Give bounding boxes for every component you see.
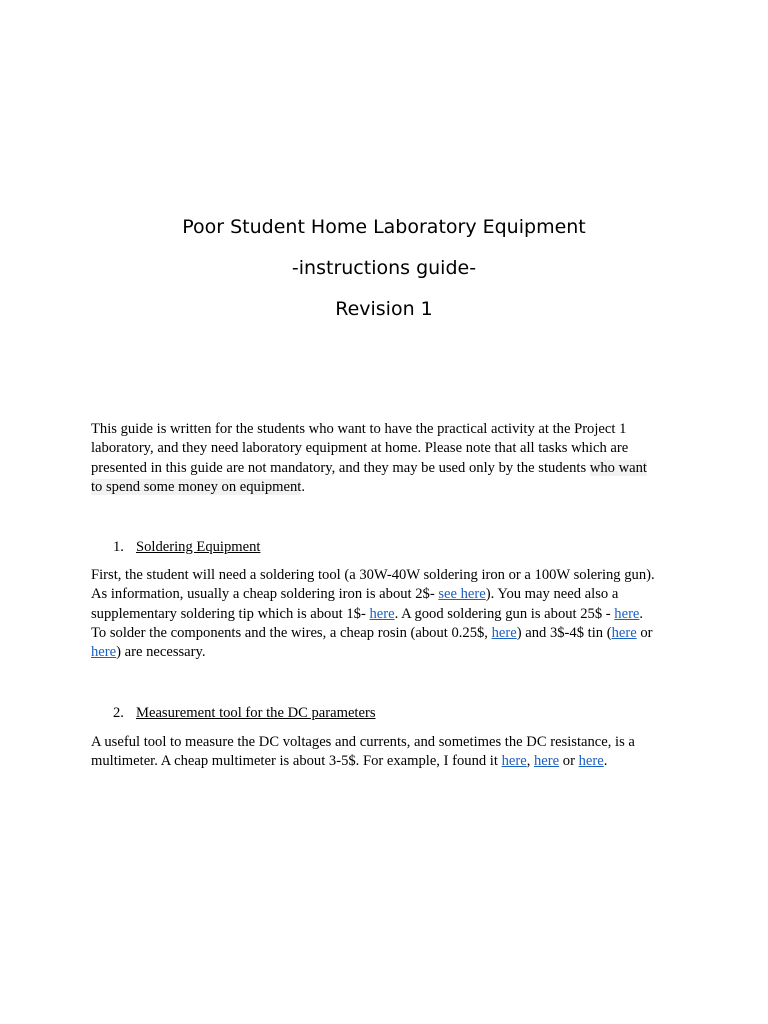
paragraph-text: or	[636, 624, 653, 641]
intro-paragraph	[91, 420, 691, 497]
paragraph-text: As information, usually a cheap soldering iron is about 2$-	[91, 586, 439, 603]
paragraph-text: .	[603, 753, 608, 770]
paragraph-text: . A good soldering gun is about 25$ -	[394, 605, 615, 622]
intro-text: .	[301, 478, 306, 495]
rosin-link[interactable]: here	[491, 624, 517, 641]
title-subtitle: -instructions guide-	[291, 257, 477, 279]
multimeter-link-1[interactable]: here	[501, 753, 527, 770]
paragraph-line	[91, 643, 691, 662]
soldering-paragraph	[91, 566, 691, 662]
paragraph-line	[91, 624, 691, 643]
section-title: Measurement tool for the DC parameters	[136, 705, 376, 721]
intro-line	[91, 478, 691, 497]
section-title: Soldering Equipment	[136, 539, 261, 555]
paragraph-text: or	[559, 753, 579, 770]
intro-highlight: to spend some money on equipment	[91, 478, 302, 495]
intro-line: laboratory, and they need laboratory equipment at home. Please note that all tasks which are	[91, 440, 629, 457]
paragraph-line	[91, 605, 691, 624]
paragraph-text: ) are necessary.	[116, 644, 206, 661]
paragraph-line: First, the student will need a soldering tool (a 30W-40W soldering iron or a 100W solering gun).	[91, 567, 655, 583]
paragraph-line	[91, 585, 691, 604]
paragraph-text: ) and 3$-4$ tin (	[516, 624, 612, 641]
paragraph-text: To solder the components and the wires, a cheap rosin (about 0.25$,	[91, 624, 492, 641]
section-number: 1.	[113, 539, 124, 555]
measurement-paragraph	[91, 733, 691, 772]
intro-text: presented in this guide are not mandatory, and they may be used only by the students	[91, 459, 590, 476]
paragraph-text: ). You may need also a	[485, 586, 619, 603]
paragraph-line	[91, 752, 691, 771]
multimeter-link-3[interactable]: here	[578, 753, 604, 770]
intro-line: This guide is written for the students who want to have the practical activity at the Project 1	[91, 421, 627, 437]
title-revision: Revision 1	[335, 298, 433, 320]
section-number: 2.	[113, 705, 124, 721]
tin-link-2[interactable]: here	[91, 644, 117, 661]
intro-highlight: who want	[589, 459, 647, 476]
tin-link-1[interactable]: here	[611, 624, 637, 641]
paragraph-text: multimeter. A cheap multimeter is about 3-5$. For example, I found it	[91, 753, 502, 770]
paragraph-line: A useful tool to measure the DC voltages and currents, and sometimes the DC resistance, is a	[91, 734, 635, 750]
paragraph-text: ,	[526, 753, 534, 770]
multimeter-link-2[interactable]: here	[534, 753, 560, 770]
title-main: Poor Student Home Laboratory Equipment	[182, 216, 586, 238]
paragraph-text: .	[639, 605, 644, 622]
soldering-tip-link[interactable]: here	[369, 605, 395, 622]
paragraph-text: supplementary soldering tip which is about 1$-	[91, 605, 370, 622]
soldering-iron-link[interactable]: see here	[438, 586, 486, 603]
intro-line	[91, 459, 691, 478]
soldering-gun-link[interactable]: here	[614, 605, 640, 622]
